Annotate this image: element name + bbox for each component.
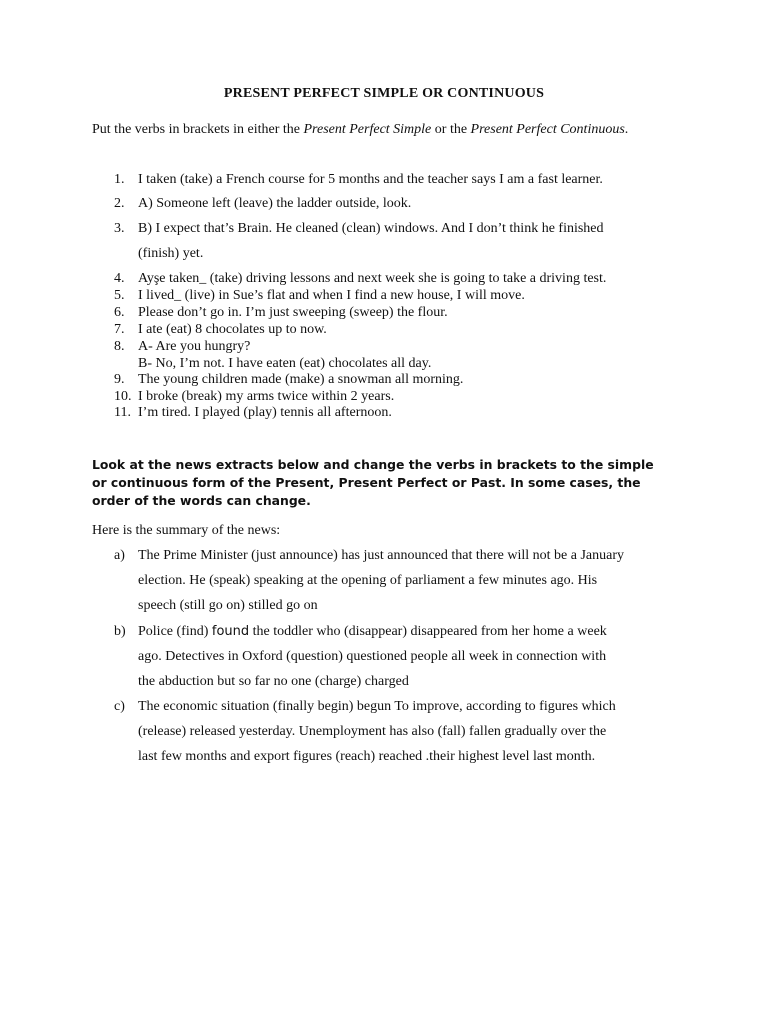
- item-text: A) Someone left (leave) the ladder outside, look.: [138, 196, 412, 211]
- item-text: B) I expect that’s Brain. He cleaned (clean) windows. And I don’t think he finished: [138, 221, 604, 236]
- news-answer-word: found: [211, 624, 250, 639]
- news-text: election. He (speak) speaking at the opening of parliament a few minutes ago. His: [138, 573, 598, 588]
- item-text: I’m tired. I played (play) tennis all afternoon.: [138, 405, 392, 420]
- news-text: the abduction but so far no one (charge) charged: [138, 674, 409, 689]
- item-text: Ayşe taken_ (take) driving lessons and next week she is going to take a driving test.: [138, 271, 607, 286]
- news-text: speech (still go on) stilled go on: [138, 598, 318, 613]
- item-number: 8.: [114, 339, 125, 354]
- item-text: Please don’t go in. I’m just sweeping (sweep) the flour.: [138, 305, 448, 320]
- summary-intro: Here is the summary of the news:: [92, 523, 281, 538]
- news-text: last few months and export figures (reach) reached .their highest level last month.: [138, 749, 596, 764]
- item-number: 1.: [114, 172, 125, 187]
- item-number: 10.: [114, 389, 132, 404]
- news-text: The Prime Minister (just announce) has just announced that there will not be a January: [138, 548, 624, 563]
- item-text: A- Are you hungry?: [138, 339, 251, 354]
- instruction-text: Put the verbs in brackets in either the: [92, 122, 304, 137]
- item-text: The young children made (make) a snowman all morning.: [138, 372, 464, 387]
- news-label: a): [114, 548, 125, 563]
- item-number: 9.: [114, 372, 125, 387]
- news-text: ago. Detectives in Oxford (question) questioned people all week in connection with: [138, 649, 607, 664]
- item-number: 4.: [114, 271, 125, 286]
- item-number: 2.: [114, 196, 125, 211]
- news-text-part: Police (find): [138, 624, 212, 639]
- item-number: 3.: [114, 221, 125, 236]
- item-text: B- No, I’m not. I have eaten (eat) chocolates all day.: [138, 356, 432, 371]
- news-text: (release) released yesterday. Unemployment has also (fall) fallen gradually over the: [138, 724, 607, 739]
- exercise1-instruction: [92, 121, 652, 138]
- item-number: 7.: [114, 322, 125, 337]
- item-text: (finish) yet.: [138, 246, 204, 261]
- instruction-tense-continuous: Present Perfect Continuous: [470, 122, 625, 137]
- instruction-tense-simple: Present Perfect Simple: [303, 122, 432, 137]
- instruction-text: or the: [431, 122, 471, 137]
- item-number: 11.: [114, 405, 131, 420]
- news-text: The economic situation (finally begin) begun To improve, according to figures which: [138, 699, 616, 714]
- item-text: I lived_ (live) in Sue’s flat and when I find a new house, I will move.: [138, 288, 525, 303]
- page-title: PRESENT PERFECT SIMPLE OR CONTINUOUS: [223, 86, 545, 101]
- item-number: 5.: [114, 288, 125, 303]
- item-text: I broke (break) my arms twice within 2 years.: [138, 389, 395, 404]
- news-text: [138, 624, 607, 640]
- instruction-text: .: [624, 122, 629, 137]
- news-text-part: the toddler who (disappear) disappeared from her home a week: [249, 624, 607, 639]
- exercise2-instruction: Look at the news extracts below and change the verbs in brackets to the simple or continuous form of the Present, Present Perfect or Past. In some cases, the order of the words can change.: [92, 457, 654, 508]
- item-text: I ate (eat) 8 chocolates up to now.: [138, 322, 327, 337]
- item-text: I taken (take) a French course for 5 months and the teacher says I am a fast learner.: [138, 172, 603, 187]
- news-label: c): [114, 699, 125, 714]
- item-number: 6.: [114, 305, 125, 320]
- news-label: b): [114, 624, 126, 639]
